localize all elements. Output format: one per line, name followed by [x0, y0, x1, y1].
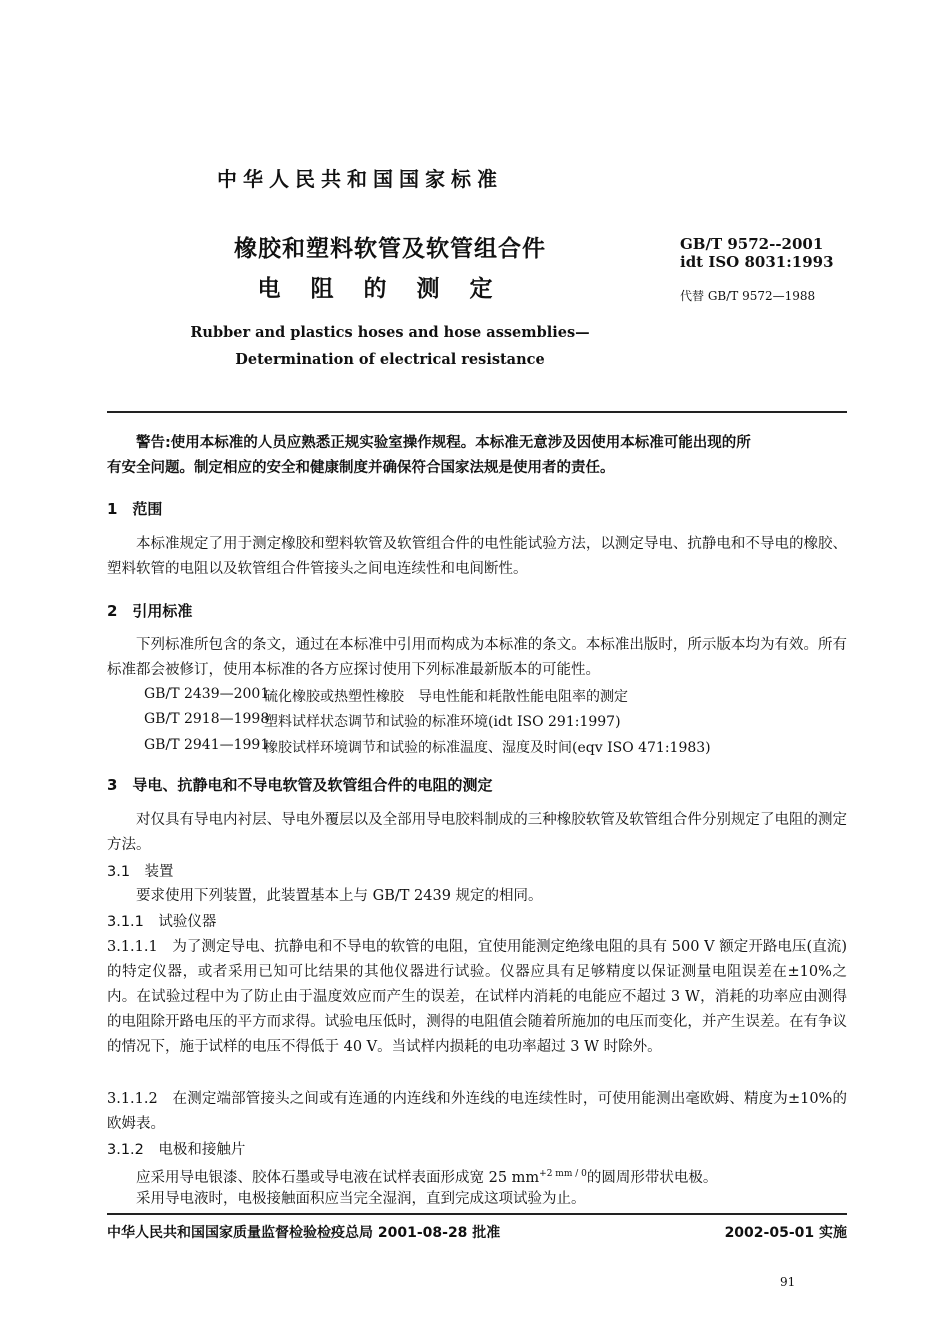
standard-number: GB/T 9572--2001 — [680, 235, 824, 253]
footer-divider — [107, 1213, 847, 1215]
standard-replaces: 代替 GB/T 9572—1988 — [680, 289, 816, 303]
reference-code: GB/T 2941—1991 — [144, 737, 270, 753]
reference-title: 橡胶试样环境调节和试验的标准温度、湿度及时间(eqv ISO 471:1983) — [264, 740, 711, 756]
standard-idt: idt ISO 8031:1993 — [680, 253, 834, 271]
title-en — [150, 319, 630, 373]
page-number: 91 — [780, 1275, 796, 1289]
section-3-1-heading: 3.1 装置 — [107, 864, 174, 880]
title-en-line1: Rubber and plastics hoses and hose assemblies— — [190, 324, 590, 341]
section-3-1-2-text2: 采用导电液时，电极接触面积应当完全湿润，直到完成这项试验为止。 — [136, 1191, 586, 1207]
section-3-text: 对仅具有导电内衬层、导电外覆层以及全部用导电胶料制成的三种橡胶软管及软管组合件分别规定了电阻的测定方法。 — [107, 812, 847, 853]
section-1-text: 本标准规定了用于测定橡胶和塑料软管及软管组合件的电性能试验方法，以测定导电、抗静电和不导电的橡胶、塑料软管的电阻以及软管组合件管接头之间电连续性和电间断性。 — [107, 536, 847, 577]
approval-line: 中华人民共和国国家质量监督检验检疫总局 2001-08-28 批准 — [107, 1225, 501, 1241]
section-3-heading: 3 导电、抗静电和不导电软管及软管组合件的电阻的测定 — [107, 776, 493, 794]
warning-paragraph — [107, 431, 847, 481]
header-divider — [107, 411, 847, 413]
title-en-line2: Determination of electrical resistance — [235, 351, 545, 368]
standard-number-block — [680, 235, 834, 271]
implementation-date: 2002-05-01 实施 — [724, 1225, 847, 1241]
reference-title: 塑料试样状态调节和试验的标准环境(idt ISO 291:1997) — [264, 714, 621, 730]
warning-line1: 警告:使用本标准的人员应熟悉正规实验室操作规程。本标准无意涉及因使用本标准可能出现的所 — [136, 435, 751, 451]
section-3-1-1-2-text: 3.1.1.2 在测定端部管接头之间或有连通的内连线和外连线的电连续性时，可使用能测出毫欧姆、精度为±10%的欧姆表。 — [107, 1091, 847, 1132]
title-zh-line1: 橡胶和塑料软管及软管组合件 — [234, 236, 546, 262]
section-3-1-2-heading: 3.1.2 电极和接触片 — [107, 1142, 246, 1158]
reference-title: 硫化橡胶或热塑性橡胶 导电性能和耗散性能电阻率的测定 — [264, 689, 628, 705]
section-2-text: 下列标准所包含的条文，通过在本标准中引用而构成为本标准的条文。本标准出版时，所示版本均为有效。所有标准都会被修订，使用本标准的各方应探讨使用下列标准最新版本的可能性。 — [107, 637, 847, 678]
title-zh-line2: 电阻的测定 — [257, 276, 523, 302]
section-3-1-1-1-text: 3.1.1.1 为了测定导电、抗静电和不导电的软管的电阻，宜使用能测定绝缘电阻的具有 500 V 额定开路电压(直流)的特定仪器，或者采用已知可比结果的其他仪器进行试验。仪器应具有足够精度以保证测量电阻误差在±10%之内。在试验过程中为了防止由于温度效应而产生的误差，在试样内消耗的电能应不超过 3 W，消耗的功率应由测得的电阻除开路电压的平方而求得。试验电压低时，测得的电阻值会随着所施加的电压而变化，并产生误差。在有争议的情况下，施于试样的电压不得低于 40 V。当试样内损耗的电功率超过 3 W 时除外。 — [107, 939, 847, 1055]
section-1-heading: 1 范围 — [107, 500, 163, 518]
reference-code: GB/T 2918—1998 — [144, 711, 270, 727]
warning-line2: 有安全问题。制定相应的安全和健康制度并确保符合国家法规是使用者的责任。 — [107, 460, 615, 476]
width-tolerance: +2 mm / 0 — [539, 1169, 587, 1179]
section-3-1-text: 要求使用下列装置，此装置基本上与 GB/T 2439 规定的相同。 — [136, 888, 543, 904]
electrode-text-a: 应采用导电银漆、胶体石墨或导电液在试样表面形成宽 25 mm — [136, 1169, 540, 1186]
section-3-1-1-heading: 3.1.1 试验仪器 — [107, 914, 217, 930]
electrode-text-b: 的圆周形带状电极。 — [586, 1169, 718, 1186]
section-2-heading: 2 引用标准 — [107, 602, 193, 620]
reference-code: GB/T 2439—2001 — [144, 686, 270, 702]
national-standard-label: 中华人民共和国国家标准 — [217, 167, 503, 191]
